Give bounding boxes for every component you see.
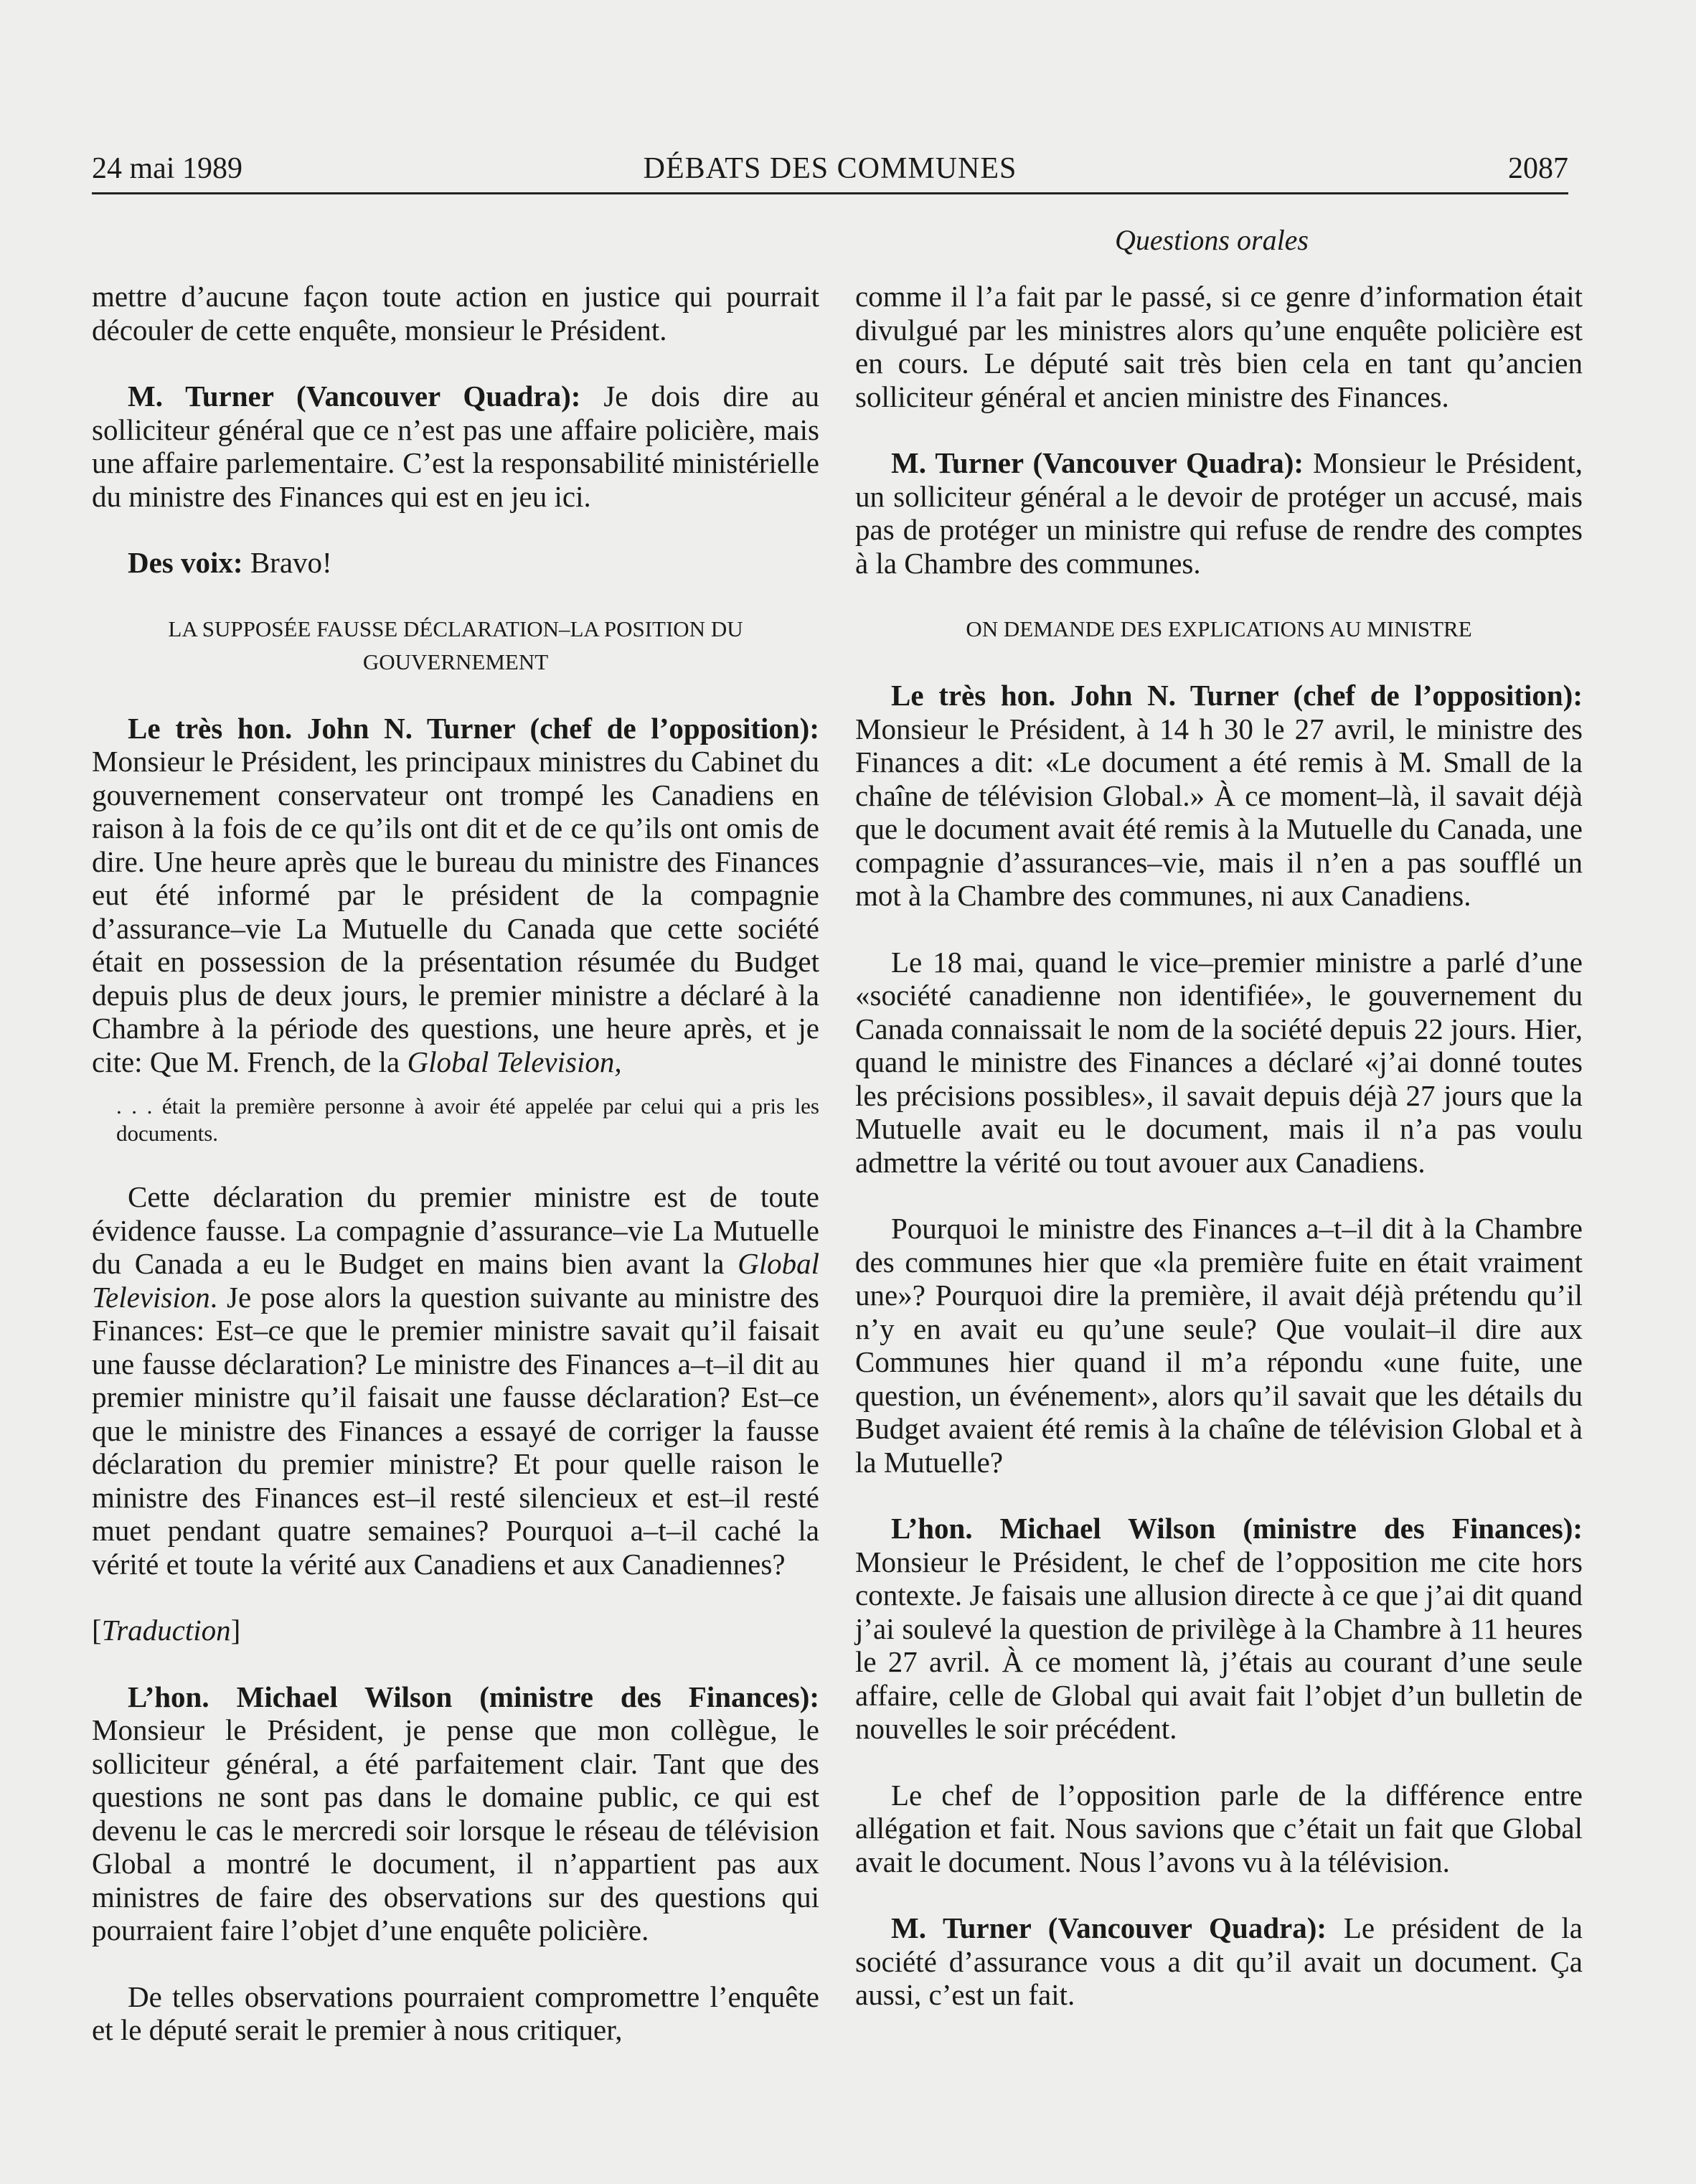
paragraph: Le très hon. John N. Turner (chef de l’opposition): Monsieur le Président, les principaux ministres du Cabinet du gouvernement conservateur ont trompé les Canadiens en raison à la fois de ce qu’ils ont dit et de ce qu’ils ont omis de dire. Une heure après que le bureau du ministre des Finances eut été informé par le président de la compagnie d’assurance–vie La Mutuelle du Canada que cette société était en possession de la présentation résumée du Budget depuis plus de deux jours, le premier ministre a déclaré à la Chambre à la période des questions, une heure après, et je cite: Que M. French, de la Global Television, [92, 711, 819, 1078]
paragraph: mettre d’aucune façon toute action en justice qui pourrait découler de cette enquête, monsieur le Président. [92, 280, 819, 347]
paragraph: Le chef de l’opposition parle de la différence entre allégation et fait. Nous savions que c’était un fait que Global avait le document. Nous l’avons vu à la télévision. [855, 1778, 1583, 1878]
paragraph: Le très hon. John N. Turner (chef de l’opposition): Monsieur le Président, à 14 h 30 le 27 avril, le ministre des Finances a dit: «Le document a été remis à M. Small de la chaîne de télévision Global.» À ce moment–là, il savait déjà que le document avait été remis à la Mutuelle du Canada, une compagnie d’assurances–vie, mais il n’en a pas soufflé un mot à la Chambre des communes, ni aux Canadiens. [855, 679, 1583, 912]
page-header [92, 147, 1568, 190]
right-column [855, 280, 1583, 2045]
speaker-name: L’hon. Michael Wilson (ministre des Finances): [128, 1680, 819, 1713]
block-quote: . . . était la première personne à avoir été appelée par celui qui a pris les documents. [116, 1093, 819, 1146]
paragraph: M. Turner (Vancouver Quadra): Je dois dire au solliciteur général que ce n’est pas une affaire policière, mais une affaire parlementaire. C’est la responsabilité ministérielle du ministre des Finances qui est en jeu ici. [92, 380, 819, 513]
speaker-name: M. Turner (Vancouver Quadra): [891, 446, 1304, 479]
translation-marker: [Traduction] [92, 1614, 241, 1647]
speaker-name: Le très hon. John N. Turner (chef de l’opposition): [891, 679, 1583, 712]
section-heading: LA SUPPOSÉE FAUSSE DÉCLARATION–LA POSITION DU GOUVERNEMENT [168, 616, 743, 674]
paragraph: comme il l’a fait par le passé, si ce genre d’information était divulgué par les ministres alors qu’une enquête policière est en cours. Le député sait très bien cela en tant qu’ancien solliciteur général et ancien ministre des Finances. [855, 280, 1583, 413]
section-label: Questions orales [1115, 224, 1309, 256]
speaker-name: Des voix: [128, 546, 243, 579]
paragraph: M. Turner (Vancouver Quadra): Le président de la société d’assurance vous a dit qu’il avait un document. Ça aussi, c’est un fait. [855, 1911, 1583, 2011]
speaker-name: L’hon. Michael Wilson (ministre des Finances): [891, 1512, 1583, 1545]
header-page-number: 2087 [1508, 152, 1568, 185]
header-date: 24 mai 1989 [92, 152, 242, 185]
header-title: DÉBATS DES COMMUNES [643, 152, 1017, 185]
speaker-name: M. Turner (Vancouver Quadra): [128, 380, 581, 413]
section-heading: ON DEMANDE DES EXPLICATIONS AU MINISTRE [966, 616, 1472, 641]
paragraph: De telles observations pourraient compromettre l’enquête et le député serait le premier à nous critiquer, [92, 1980, 819, 2046]
paragraph: Pourquoi le ministre des Finances a–t–il dit à la Chambre des communes hier que «la première fuite en était vraiment une»? Pourquoi dire la première, il avait déjà prétendu qu’il n’y en avait eu qu’une seule? Que voulait–il dire aux Communes hier quand il m’a répondu «une fuite, une question, un événement», alors qu’il savait que les détails du Budget avaient été remis à la chaîne de télévision Global et à la Mutuelle? [855, 1212, 1583, 1479]
paragraph: M. Turner (Vancouver Quadra): Monsieur le Président, un solliciteur général a le devoir de protéger un accusé, mais pas de protéger un ministre qui refuse de rendre des comptes à la Chambre des communes. [855, 446, 1583, 580]
paragraph: L’hon. Michael Wilson (ministre des Finances): Monsieur le Président, je pense que mon collègue, le solliciteur général, a été parfaitement clair. Tant que des questions ne sont pas dans le domaine public, ce qui est devenu le cas le mercredi soir lorsque le réseau de télévision Global a montré le document, il n’appartient pas aux ministres de faire des observations sur des questions qui pourraient faire l’objet d’une enquête policière. [92, 1680, 819, 1947]
speaker-name: M. Turner (Vancouver Quadra): [891, 1911, 1327, 1944]
paragraph: Cette déclaration du premier ministre est de toute évidence fausse. La compagnie d’assurance–vie La Mutuelle du Canada a eu le Budget en mains bien avant la Global Television. Je pose alors la question suivante au ministre des Finances: Est–ce que le premier ministre savait qu’il faisait une fausse déclaration? Le ministre des Finances a–t–il dit au premier ministre qu’il faisait une fausse déclaration? Est–ce que le ministre des Finances a essayé de corriger la fausse déclaration du premier ministre? Et pour quelle raison le ministre des Finances est–il resté silencieux et est–il resté muet pendant quatre semaines? Pourquoi a–t–il caché la vérité et toute la vérité aux Canadiens et aux Canadiennes? [92, 1180, 819, 1581]
left-column [92, 280, 819, 2080]
paragraph: Des voix: Bravo! [128, 546, 332, 579]
paragraph: Le 18 mai, quand le vice–premier ministre a parlé d’une «société canadienne non identifiée», le gouvernement du Canada connaissait le nom de la société depuis 22 jours. Hier, quand le ministre des Finances a déclaré «j’ai donné toutes les précisions possibles», il savait depuis déjà 27 jours que la Mutuelle avait eu le document, mais il n’a pas voulu admettre la vérité ou tout avouer aux Canadiens. [855, 945, 1583, 1179]
speaker-name: Le très hon. John N. Turner (chef de l’opposition): [128, 711, 819, 745]
paragraph: L’hon. Michael Wilson (ministre des Finances): Monsieur le Président, le chef de l’opposition me cite hors contexte. Je faisais une allusion directe à ce que j’ai dit quand j’ai soulevé la question de privilège à la Chambre à 11 heures le 27 avril. À ce moment là, j’étais au courant d’une seule affaire, celle de Global qui avait fait l’objet d’un bulletin de nouvelles le soir précédent. [855, 1512, 1583, 1745]
header-rule [92, 192, 1568, 194]
